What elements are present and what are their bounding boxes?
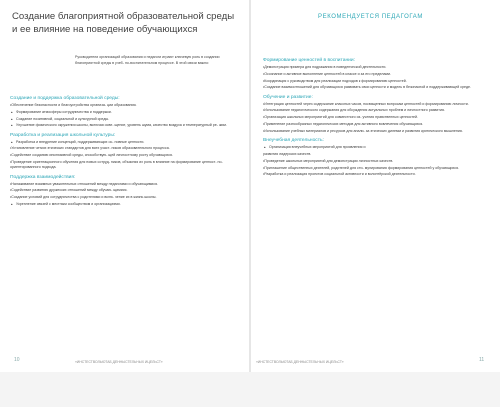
list-item: • Организация внеучебных мероприятий для проявления и bbox=[263, 145, 488, 150]
section-heading: Поддержка взаимодействия: bbox=[10, 174, 76, 180]
list-item: •Координация с руководством для реализации подходов к формированию ценностей. bbox=[263, 78, 407, 83]
list-item: •Приглашение общественных деятелей, родителей для сти- мулирования формирования ценностей у обучающихся. bbox=[263, 165, 460, 170]
list-item: •Осознание и активное выполнение ценностей в классе и за его пределами. bbox=[263, 71, 391, 76]
list-item: •Организация школьных мероприятий для совместного из- учения нравственных ценностей. bbox=[263, 115, 419, 120]
section-heading: Формирование ценностей в воспитании: bbox=[263, 58, 355, 63]
page-number-left: 10 bbox=[14, 357, 20, 363]
list-item: •Обеспечение безопасности и благоустройства организа- ции образования. bbox=[10, 103, 137, 107]
page-title: Создание благоприятной образовательной среды и ее влияние на поведение обучающихся bbox=[12, 11, 235, 35]
recommendation-heading: РЕКОМЕНДУЕТСЯ ПЕДАГОГАМ bbox=[318, 14, 423, 20]
list-item: •Содействие созданию инклюзивной среды, способствую- щей личностному росту обучающихся. bbox=[10, 153, 173, 158]
list-item: •Создание условий для сотрудничества с родителями и вклю- чение их в жизнь школы. bbox=[10, 195, 157, 200]
list-item: •Интеграция ценностей через содержание классных часов, посвященных вопросам ценностей и формированию личности. bbox=[263, 101, 469, 106]
list-item: • Укрепление связей с местным сообществом и организациями. bbox=[10, 202, 235, 207]
page-number-right: 11 bbox=[479, 357, 485, 363]
list-item: •Использование учебных материалов и ресурсов для анали- за этических дилемм и развития критического мышления. bbox=[263, 128, 463, 133]
page-bottom-margin bbox=[0, 372, 500, 407]
list-item: • Улучшение физического окружения школы, включая осве- щение, уровень шума, качество воздуха и температурный ре- жим. bbox=[10, 123, 235, 128]
list-item: развития лидерских качеств. bbox=[263, 151, 312, 156]
footer-right: «ИНСТЕСТВОЛЬЮТАБ ДЕННЫСТЕЛЬНЫХ ИЦЕЛЬСТ» bbox=[256, 360, 344, 364]
list-item: •Установление четких этических стандартов для всех участ- ников образовательного процесса. bbox=[10, 146, 170, 151]
list-item: • Формирование атмосферы сотрудничества и поддержки. bbox=[10, 110, 235, 115]
list-item: •Содействие развитию дружеских отношений между обучаю- щимися. bbox=[10, 188, 128, 193]
left-page bbox=[0, 0, 249, 372]
list-item: •Использование педагогического содержания для обсуждения актуальных проблем и личностного развития. bbox=[263, 108, 445, 113]
list-item: •Применение разнообразных педагогических методов для активного вовлечения обучающихся. bbox=[263, 122, 424, 127]
list-item: •Проведение школьных мероприятий для демонстрации личностных качеств. bbox=[263, 158, 394, 163]
footer-left: «ИНСТЕСТВОЛЬЮТАБ ДЕННЫСТЕЛЬНЫХ ИЦЕЛЬСТ» bbox=[75, 360, 163, 364]
list-item: •Демонстрация примера для подражания в поведенческой деятельности. bbox=[263, 65, 387, 69]
list-item: • Разработка и внедрение концепций, поддерживающих ос- новные ценности. bbox=[10, 140, 235, 145]
list-item: •Разработка и реализация проектов социальной активности и волонтёрской деятельности. bbox=[263, 172, 416, 177]
section-heading: Разработка и реализация школьной культуры: bbox=[10, 132, 116, 138]
intro-paragraph: Руководители организаций образования и педагоги играют ключевую роль в создании благоприятной среды в учеб- но-воспитательном процессе. В этой связи важно: bbox=[75, 55, 220, 65]
right-page bbox=[251, 0, 500, 372]
left-page-body bbox=[10, 96, 235, 207]
section-heading: Создание и поддержка образовательной среды: bbox=[10, 96, 120, 101]
section-heading: Внеучебная деятельность: bbox=[263, 138, 324, 144]
list-item: • Создание позитивной, социальной и культурной среды. bbox=[10, 117, 235, 122]
right-page-body bbox=[263, 58, 488, 178]
list-item: •Проведение ориентационного обучения для новых сотруд- ников, объясняя их роль в влияние на формирование ценност- но-ориентированного подхода. bbox=[10, 160, 223, 170]
list-item: •Налаживание взаимных уважительных отношений между педагогами и обучающимися. bbox=[10, 181, 159, 186]
section-heading: Обучение и развитие: bbox=[263, 94, 313, 100]
list-item: •Создание взаимоотношений для обучающихся развивать свои ценности и модель в безопасной и поддерживающей среде. bbox=[263, 85, 472, 90]
